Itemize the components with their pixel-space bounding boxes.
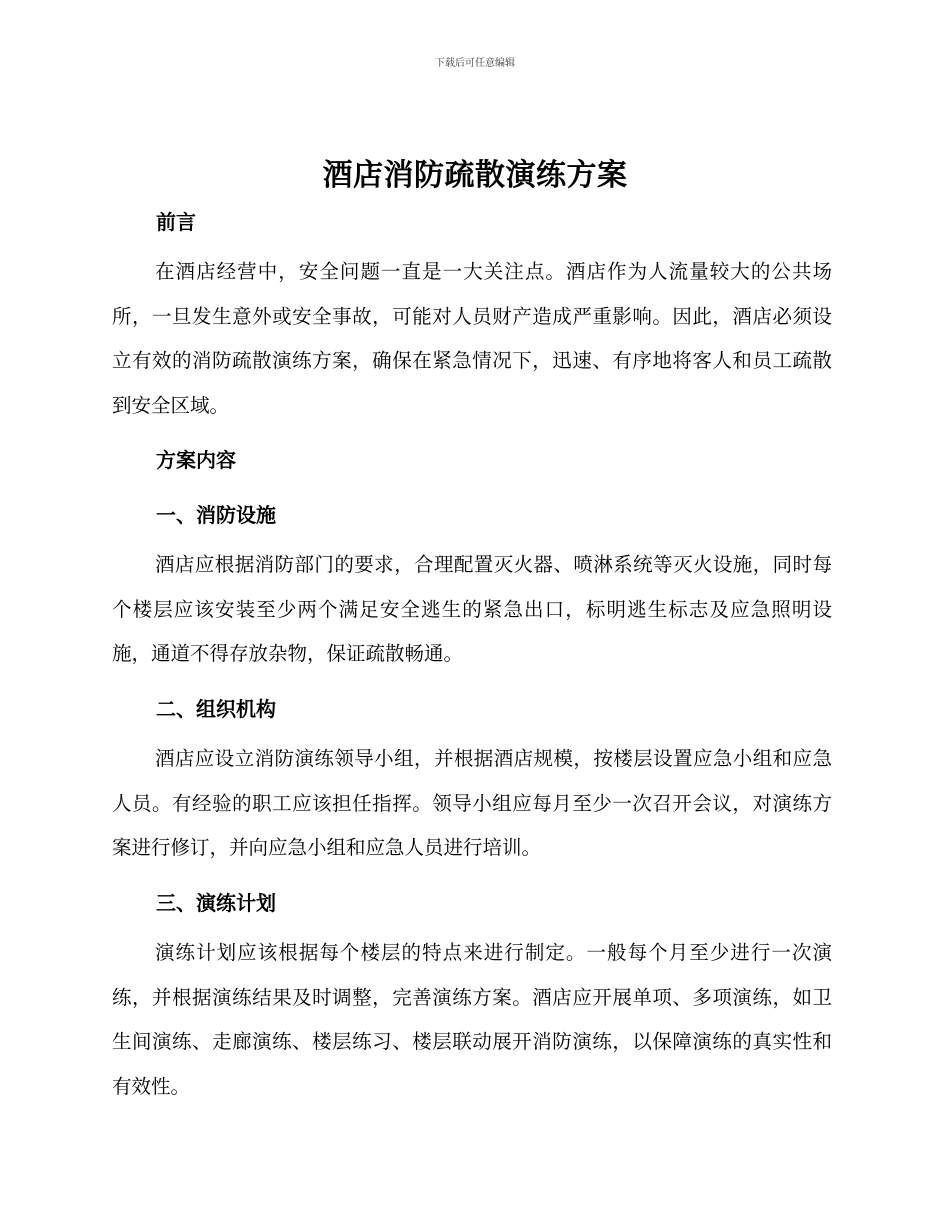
section-heading-facilities: 一、消防设施 [156,503,276,527]
section-heading-drill-plan: 三、演练计划 [156,891,276,915]
page-header: 下载后可任意编辑 [435,58,515,69]
section-paragraph-drill-plan: 演练计划应该根据每个楼层的特点来进行制定。一般每个月至少进行一次演练，并根据演练结果及时调整，完善演练方案。酒店应开展单项、多项演练，如卫生间演练、走廊演练、楼层练习、楼层联动展开消防演练，以保障演练的真实性和有效性。 [112,941,832,1098]
preface-paragraph: 在酒店经营中，安全问题一直是一大关注点。酒店作为人流量较大的公共场所，一旦发生意外或安全事故，可能对人员财产造成严重影响。因此，酒店必须设立有效的消防疏散演练方案，确保在紧急情况下，迅速、有序地将客人和员工疏散到安全区域。 [112,260,832,417]
document-title: 酒店消防疏散演练方案 [322,158,628,193]
content-heading: 方案内容 [156,448,236,472]
section-heading-organization: 二、组织机构 [156,697,276,721]
section-paragraph-facilities: 酒店应根据消防部门的要求，合理配置灭火器、喷淋系统等灭火设施，同时每个楼层应该安装至少两个满足安全逃生的紧急出口，标明逃生标志及应急照明设施，通道不得存放杂物，保证疏散畅通。 [112,553,832,665]
preface-heading: 前言 [156,210,196,234]
section-paragraph-organization: 酒店应设立消防演练领导小组，并根据酒店规模，按楼层设置应急小组和应急人员。有经验的职工应该担任指挥。领导小组应每月至少一次召开会议，对演练方案进行修订，并向应急小组和应急人员进行培训。 [112,747,832,859]
